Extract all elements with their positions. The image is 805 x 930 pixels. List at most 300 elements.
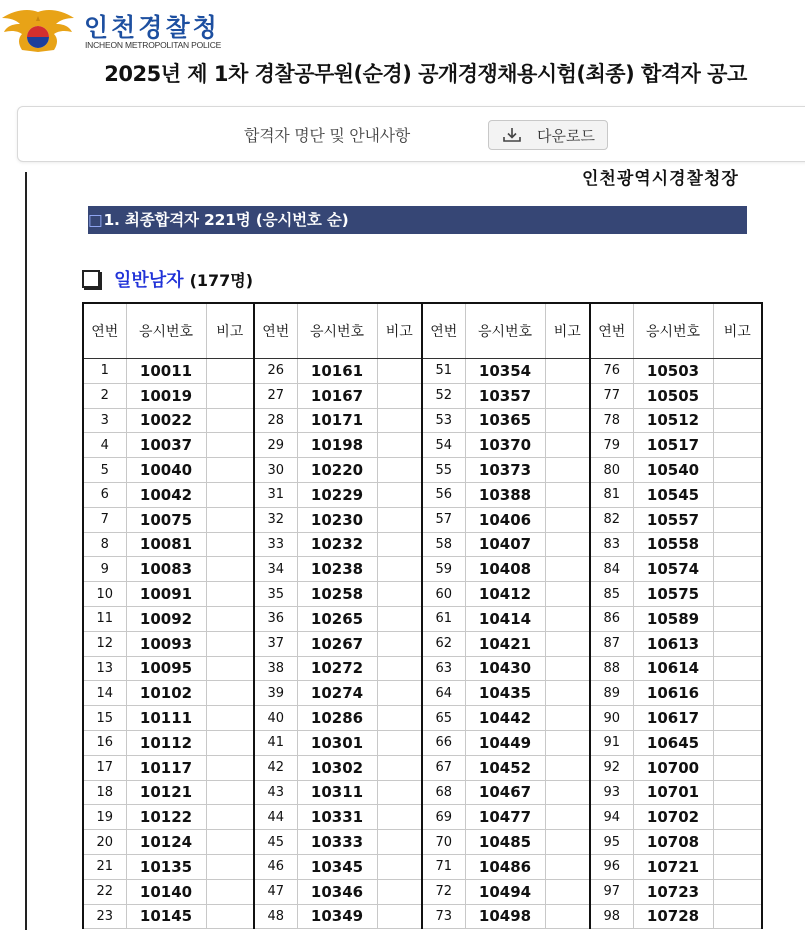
exam-number-cell: 10700 xyxy=(633,755,713,780)
note-cell xyxy=(545,681,590,706)
seq-cell: 89 xyxy=(590,681,633,706)
note-cell xyxy=(545,656,590,681)
seq-cell: 41 xyxy=(254,730,297,755)
note-cell xyxy=(713,557,762,582)
exam-number-cell: 10121 xyxy=(126,780,206,805)
exam-number-cell: 10617 xyxy=(633,706,713,731)
table-row xyxy=(83,730,762,755)
seq-cell: 63 xyxy=(422,656,465,681)
exam-number-cell: 10258 xyxy=(297,582,377,607)
exam-number-cell: 10232 xyxy=(297,532,377,557)
exam-number-cell: 10421 xyxy=(465,631,545,656)
note-cell xyxy=(713,706,762,731)
seq-cell: 73 xyxy=(422,904,465,929)
note-cell xyxy=(206,780,254,805)
exam-number-cell: 10265 xyxy=(297,606,377,631)
table-row xyxy=(83,755,762,780)
exam-number-cell: 10442 xyxy=(465,706,545,731)
exam-number-cell: 10083 xyxy=(126,557,206,582)
note-cell xyxy=(545,854,590,879)
note-cell xyxy=(206,507,254,532)
document-margin-line xyxy=(25,172,27,930)
seq-cell: 40 xyxy=(254,706,297,731)
note-cell xyxy=(545,383,590,408)
clipped-text-line xyxy=(560,160,780,188)
exam-number-cell: 10407 xyxy=(465,532,545,557)
note-cell xyxy=(206,681,254,706)
exam-number-cell: 10345 xyxy=(297,854,377,879)
exam-number-cell: 10112 xyxy=(126,730,206,755)
exam-number-cell: 10311 xyxy=(297,780,377,805)
seq-cell: 14 xyxy=(83,681,126,706)
note-cell xyxy=(206,582,254,607)
seq-cell: 71 xyxy=(422,854,465,879)
note-cell xyxy=(377,830,422,855)
note-cell xyxy=(545,433,590,458)
seq-cell: 30 xyxy=(254,458,297,483)
note-cell xyxy=(377,532,422,557)
seq-cell: 9 xyxy=(83,557,126,582)
seq-cell: 76 xyxy=(590,359,633,384)
section-title: 1. 최종합격자 221명 (응시번호 순) xyxy=(103,211,349,229)
note-cell xyxy=(206,383,254,408)
exam-number-cell: 10430 xyxy=(465,656,545,681)
exam-number-cell: 10111 xyxy=(126,706,206,731)
seq-cell: 44 xyxy=(254,805,297,830)
column-header-exam_no: 응시번호 xyxy=(465,303,545,359)
exam-number-cell: 10140 xyxy=(126,879,206,904)
exam-number-cell: 10701 xyxy=(633,780,713,805)
exam-number-cell: 10117 xyxy=(126,755,206,780)
exam-number-cell: 10545 xyxy=(633,482,713,507)
note-cell xyxy=(713,408,762,433)
note-cell xyxy=(206,706,254,731)
seq-cell: 20 xyxy=(83,830,126,855)
note-cell xyxy=(377,879,422,904)
seq-cell: 33 xyxy=(254,532,297,557)
exam-number-cell: 10721 xyxy=(633,854,713,879)
seq-cell: 26 xyxy=(254,359,297,384)
seq-cell: 77 xyxy=(590,383,633,408)
subsection-name: 일반남자 xyxy=(114,270,184,291)
exam-number-cell: 10354 xyxy=(465,359,545,384)
section-marker: □ xyxy=(88,211,103,229)
seq-cell: 8 xyxy=(83,532,126,557)
seq-cell: 70 xyxy=(422,830,465,855)
note-cell xyxy=(206,805,254,830)
seq-cell: 2 xyxy=(83,383,126,408)
seq-cell: 12 xyxy=(83,631,126,656)
seq-cell: 47 xyxy=(254,879,297,904)
note-cell xyxy=(206,359,254,384)
seq-cell: 48 xyxy=(254,904,297,929)
exam-number-cell: 10412 xyxy=(465,582,545,607)
exam-number-cell: 10040 xyxy=(126,458,206,483)
note-cell xyxy=(377,606,422,631)
seq-cell: 79 xyxy=(590,433,633,458)
exam-number-cell: 10357 xyxy=(465,383,545,408)
seq-cell: 16 xyxy=(83,730,126,755)
exam-number-cell: 10238 xyxy=(297,557,377,582)
org-name-kr: 인천경찰청 xyxy=(84,13,220,42)
seq-cell: 36 xyxy=(254,606,297,631)
subsection-heading xyxy=(82,266,253,292)
table-row xyxy=(83,904,762,929)
table-row xyxy=(83,482,762,507)
table-row xyxy=(83,582,762,607)
note-cell xyxy=(206,656,254,681)
note-cell xyxy=(377,805,422,830)
exam-number-cell: 10161 xyxy=(297,359,377,384)
exam-number-cell: 10274 xyxy=(297,681,377,706)
column-header-exam_no: 응시번호 xyxy=(126,303,206,359)
exam-number-cell: 10452 xyxy=(465,755,545,780)
seq-cell: 1 xyxy=(83,359,126,384)
seq-cell: 31 xyxy=(254,482,297,507)
column-header-seq: 연번 xyxy=(422,303,465,359)
column-header-seq: 연번 xyxy=(590,303,633,359)
exam-number-cell: 10449 xyxy=(465,730,545,755)
note-cell xyxy=(377,359,422,384)
note-cell xyxy=(713,359,762,384)
note-cell xyxy=(545,730,590,755)
exam-number-cell: 10467 xyxy=(465,780,545,805)
exam-number-cell: 10022 xyxy=(126,408,206,433)
note-cell xyxy=(377,582,422,607)
seq-cell: 91 xyxy=(590,730,633,755)
seq-cell: 83 xyxy=(590,532,633,557)
seq-cell: 55 xyxy=(422,458,465,483)
note-cell xyxy=(713,681,762,706)
exam-number-cell: 10435 xyxy=(465,681,545,706)
note-cell xyxy=(545,631,590,656)
table-row xyxy=(83,458,762,483)
note-cell xyxy=(713,606,762,631)
table-row xyxy=(83,656,762,681)
note-cell xyxy=(713,805,762,830)
seq-cell: 68 xyxy=(422,780,465,805)
exam-number-cell: 10503 xyxy=(633,359,713,384)
seq-cell: 4 xyxy=(83,433,126,458)
exam-number-cell: 10505 xyxy=(633,383,713,408)
exam-number-cell: 10486 xyxy=(465,854,545,879)
note-cell xyxy=(377,383,422,408)
note-cell xyxy=(377,482,422,507)
note-cell xyxy=(377,557,422,582)
note-cell xyxy=(377,854,422,879)
seq-cell: 28 xyxy=(254,408,297,433)
column-header-seq: 연번 xyxy=(83,303,126,359)
note-cell xyxy=(377,681,422,706)
document-title: 합격자 명단 및 안내사항 xyxy=(244,126,410,145)
note-cell xyxy=(377,433,422,458)
note-cell xyxy=(713,482,762,507)
note-cell xyxy=(206,830,254,855)
note-cell xyxy=(545,482,590,507)
seq-cell: 22 xyxy=(83,879,126,904)
exam-number-cell: 10373 xyxy=(465,458,545,483)
seq-cell: 87 xyxy=(590,631,633,656)
note-cell xyxy=(545,532,590,557)
exam-number-cell: 10365 xyxy=(465,408,545,433)
note-cell xyxy=(206,606,254,631)
exam-number-cell: 10171 xyxy=(297,408,377,433)
seq-cell: 11 xyxy=(83,606,126,631)
exam-number-cell: 10229 xyxy=(297,482,377,507)
note-cell xyxy=(713,755,762,780)
note-cell xyxy=(713,507,762,532)
note-cell xyxy=(377,755,422,780)
note-cell xyxy=(377,904,422,929)
table-row xyxy=(83,606,762,631)
seq-cell: 37 xyxy=(254,631,297,656)
note-cell xyxy=(713,730,762,755)
seq-cell: 19 xyxy=(83,805,126,830)
subsection-count: (177명) xyxy=(189,270,254,290)
seq-cell: 42 xyxy=(254,755,297,780)
note-cell xyxy=(713,904,762,929)
seq-cell: 84 xyxy=(590,557,633,582)
exam-number-cell: 10517 xyxy=(633,433,713,458)
note-cell xyxy=(377,458,422,483)
note-cell xyxy=(206,482,254,507)
exam-number-cell: 10485 xyxy=(465,830,545,855)
exam-number-cell: 10728 xyxy=(633,904,713,929)
seq-cell: 53 xyxy=(422,408,465,433)
seq-cell: 52 xyxy=(422,383,465,408)
exam-number-cell: 10645 xyxy=(633,730,713,755)
seq-cell: 51 xyxy=(422,359,465,384)
seq-cell: 81 xyxy=(590,482,633,507)
exam-number-cell: 10220 xyxy=(297,458,377,483)
table-row xyxy=(83,830,762,855)
passer-table xyxy=(82,302,763,929)
seq-cell: 27 xyxy=(254,383,297,408)
column-header-note: 비고 xyxy=(377,303,422,359)
note-cell xyxy=(377,706,422,731)
exam-number-cell: 10019 xyxy=(126,383,206,408)
seq-cell: 7 xyxy=(83,507,126,532)
seq-cell: 60 xyxy=(422,582,465,607)
note-cell xyxy=(206,532,254,557)
seq-cell: 86 xyxy=(590,606,633,631)
exam-number-cell: 10302 xyxy=(297,755,377,780)
exam-number-cell: 10011 xyxy=(126,359,206,384)
column-header-seq: 연번 xyxy=(254,303,297,359)
note-cell xyxy=(713,879,762,904)
exam-number-cell: 10135 xyxy=(126,854,206,879)
note-cell xyxy=(545,582,590,607)
seq-cell: 39 xyxy=(254,681,297,706)
seq-cell: 93 xyxy=(590,780,633,805)
exam-number-cell: 10145 xyxy=(126,904,206,929)
seq-cell: 6 xyxy=(83,482,126,507)
seq-cell: 80 xyxy=(590,458,633,483)
note-cell xyxy=(713,656,762,681)
seq-cell: 54 xyxy=(422,433,465,458)
seq-cell: 69 xyxy=(422,805,465,830)
note-cell xyxy=(206,854,254,879)
exam-number-cell: 10708 xyxy=(633,830,713,855)
exam-number-cell: 10102 xyxy=(126,681,206,706)
exam-number-cell: 10091 xyxy=(126,582,206,607)
seq-cell: 3 xyxy=(83,408,126,433)
exam-number-cell: 10616 xyxy=(633,681,713,706)
table-row xyxy=(83,879,762,904)
seq-cell: 38 xyxy=(254,656,297,681)
seq-cell: 94 xyxy=(590,805,633,830)
note-cell xyxy=(377,631,422,656)
seq-cell: 10 xyxy=(83,582,126,607)
seq-cell: 5 xyxy=(83,458,126,483)
seq-cell: 90 xyxy=(590,706,633,731)
note-cell xyxy=(545,755,590,780)
exam-number-cell: 10230 xyxy=(297,507,377,532)
seq-cell: 18 xyxy=(83,780,126,805)
seq-cell: 67 xyxy=(422,755,465,780)
exam-number-cell: 10498 xyxy=(465,904,545,929)
note-cell xyxy=(713,532,762,557)
note-cell xyxy=(713,383,762,408)
note-cell xyxy=(206,755,254,780)
note-cell xyxy=(206,408,254,433)
note-cell xyxy=(545,904,590,929)
table-row xyxy=(83,854,762,879)
note-cell xyxy=(545,359,590,384)
seq-cell: 35 xyxy=(254,582,297,607)
download-icon xyxy=(501,126,523,144)
seq-cell: 59 xyxy=(422,557,465,582)
table-row xyxy=(83,433,762,458)
table-row xyxy=(83,507,762,532)
seq-cell: 97 xyxy=(590,879,633,904)
table-row xyxy=(83,383,762,408)
seq-cell: 96 xyxy=(590,854,633,879)
table-row xyxy=(83,681,762,706)
page-title: 2025년 제 1차 경찰공무원(순경) 공개경쟁채용시험(최종) 합격자 공고 xyxy=(104,62,747,86)
note-cell xyxy=(545,458,590,483)
seq-cell: 85 xyxy=(590,582,633,607)
exam-number-cell: 10370 xyxy=(465,433,545,458)
exam-number-cell: 10613 xyxy=(633,631,713,656)
note-cell xyxy=(545,706,590,731)
exam-number-cell: 10286 xyxy=(297,706,377,731)
note-cell xyxy=(545,507,590,532)
note-cell xyxy=(713,631,762,656)
seq-cell: 23 xyxy=(83,904,126,929)
download-button[interactable] xyxy=(488,120,608,150)
exam-number-cell: 10272 xyxy=(297,656,377,681)
note-cell xyxy=(206,879,254,904)
column-header-note: 비고 xyxy=(545,303,590,359)
note-cell xyxy=(377,780,422,805)
seq-cell: 66 xyxy=(422,730,465,755)
exam-number-cell: 10414 xyxy=(465,606,545,631)
note-cell xyxy=(545,830,590,855)
exam-number-cell: 10574 xyxy=(633,557,713,582)
note-cell xyxy=(206,557,254,582)
seq-cell: 92 xyxy=(590,755,633,780)
note-cell xyxy=(713,458,762,483)
note-cell xyxy=(206,631,254,656)
exam-number-cell: 10408 xyxy=(465,557,545,582)
note-cell xyxy=(713,854,762,879)
seq-cell: 64 xyxy=(422,681,465,706)
exam-number-cell: 10167 xyxy=(297,383,377,408)
note-cell xyxy=(713,830,762,855)
police-logo xyxy=(0,6,230,54)
seq-cell: 32 xyxy=(254,507,297,532)
exam-number-cell: 10346 xyxy=(297,879,377,904)
seq-cell: 98 xyxy=(590,904,633,929)
exam-number-cell: 10037 xyxy=(126,433,206,458)
column-header-exam_no: 응시번호 xyxy=(633,303,713,359)
seq-cell: 46 xyxy=(254,854,297,879)
exam-number-cell: 10614 xyxy=(633,656,713,681)
seq-cell: 45 xyxy=(254,830,297,855)
table-row xyxy=(83,532,762,557)
seq-cell: 56 xyxy=(422,482,465,507)
seq-cell: 62 xyxy=(422,631,465,656)
seq-cell: 21 xyxy=(83,854,126,879)
exam-number-cell: 10349 xyxy=(297,904,377,929)
exam-number-cell: 10198 xyxy=(297,433,377,458)
note-cell xyxy=(377,656,422,681)
seq-cell: 34 xyxy=(254,557,297,582)
seq-cell: 13 xyxy=(83,656,126,681)
exam-number-cell: 10406 xyxy=(465,507,545,532)
note-cell xyxy=(206,730,254,755)
exam-number-cell: 10702 xyxy=(633,805,713,830)
exam-number-cell: 10557 xyxy=(633,507,713,532)
exam-number-cell: 10723 xyxy=(633,879,713,904)
police-emblem-icon xyxy=(0,6,76,54)
exam-number-cell: 10301 xyxy=(297,730,377,755)
exam-number-cell: 10494 xyxy=(465,879,545,904)
exam-number-cell: 10477 xyxy=(465,805,545,830)
seq-cell: 58 xyxy=(422,532,465,557)
checkbox-bullet-icon xyxy=(82,270,100,288)
exam-number-cell: 10558 xyxy=(633,532,713,557)
note-cell xyxy=(545,780,590,805)
exam-number-cell: 10093 xyxy=(126,631,206,656)
column-header-note: 비고 xyxy=(713,303,762,359)
exam-number-cell: 10589 xyxy=(633,606,713,631)
note-cell xyxy=(206,458,254,483)
exam-number-cell: 10095 xyxy=(126,656,206,681)
exam-number-cell: 10540 xyxy=(633,458,713,483)
document-toolbar xyxy=(17,106,805,162)
table-row xyxy=(83,408,762,433)
table-row xyxy=(83,780,762,805)
exam-number-cell: 10075 xyxy=(126,507,206,532)
exam-number-cell: 10333 xyxy=(297,830,377,855)
table-row xyxy=(83,557,762,582)
exam-number-cell: 10575 xyxy=(633,582,713,607)
table-row xyxy=(83,359,762,384)
seq-cell: 78 xyxy=(590,408,633,433)
exam-number-cell: 10124 xyxy=(126,830,206,855)
exam-number-cell: 10092 xyxy=(126,606,206,631)
seq-cell: 82 xyxy=(590,507,633,532)
note-cell xyxy=(377,507,422,532)
seq-cell: 65 xyxy=(422,706,465,731)
note-cell xyxy=(377,408,422,433)
column-header-exam_no: 응시번호 xyxy=(297,303,377,359)
table-header-row xyxy=(83,303,762,359)
table-row xyxy=(83,631,762,656)
seq-cell: 88 xyxy=(590,656,633,681)
